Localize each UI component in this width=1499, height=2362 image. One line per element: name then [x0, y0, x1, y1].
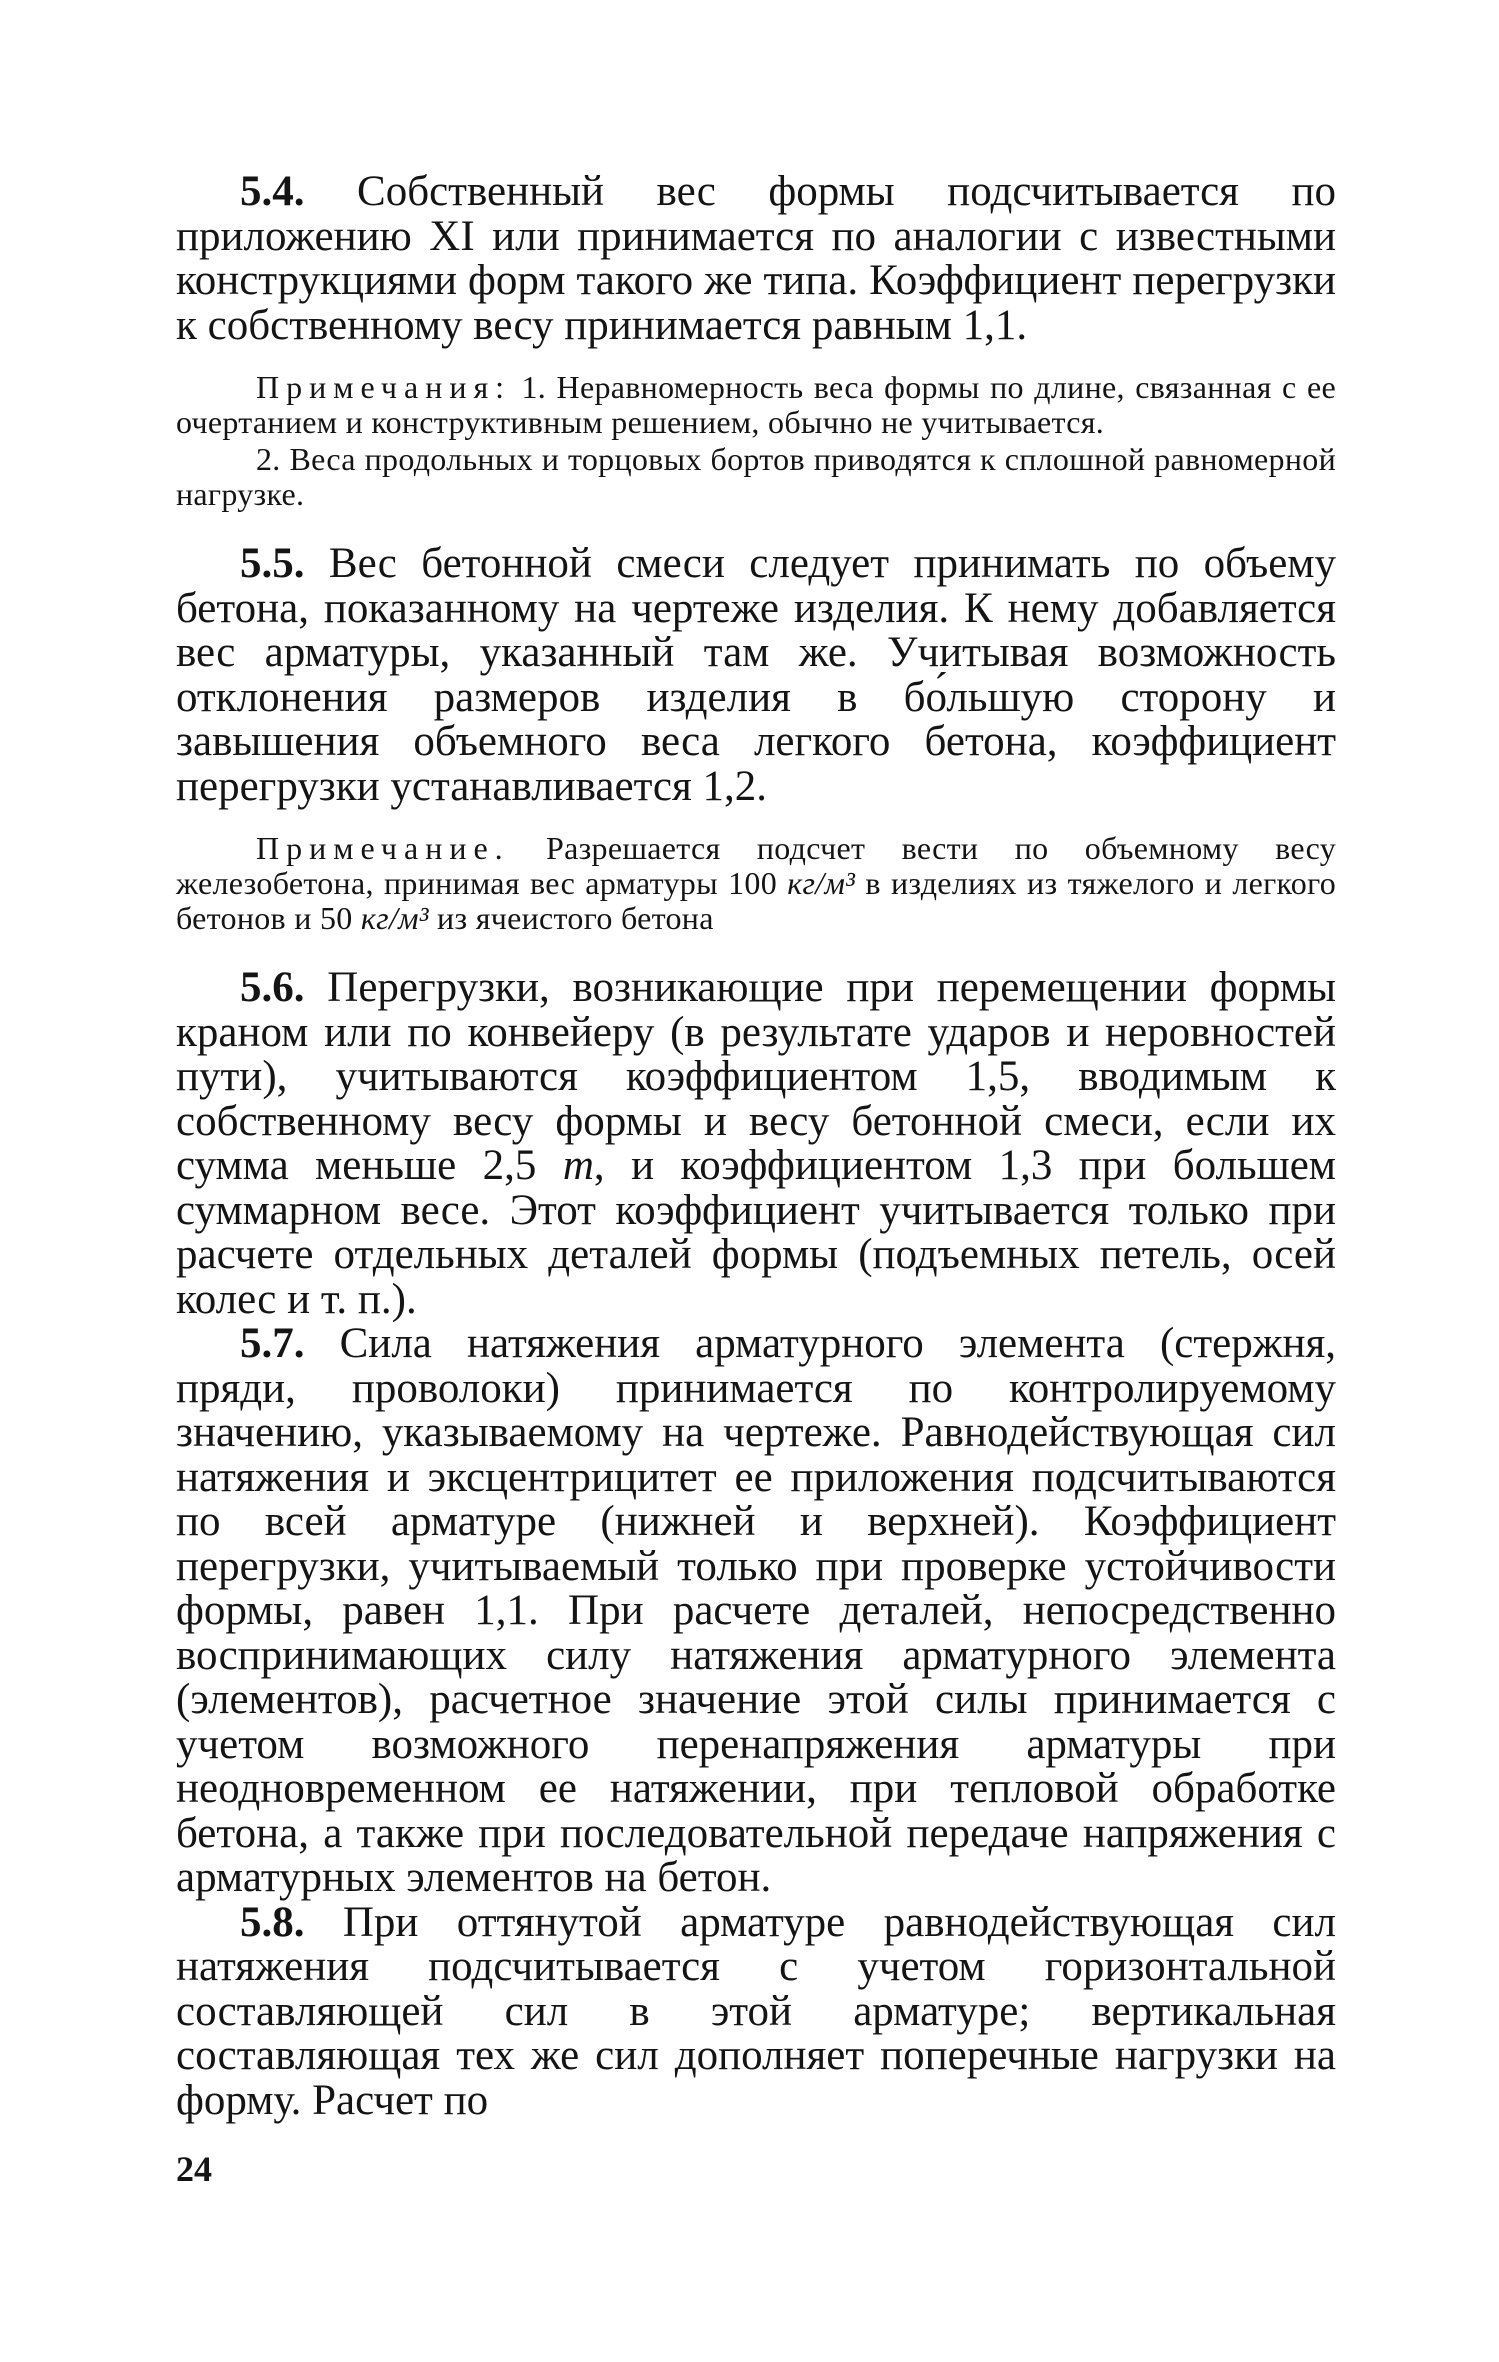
- section-text: , и коэффициентом 1,3 при большем суммарном весе. Этот коэффициент учитывается только при расчете отдельных деталей формы (подъемных петель, осей колес и т. п.).: [176, 1142, 1337, 1323]
- note-lead: Примечание.: [256, 830, 510, 866]
- section-text: Вес бетонной смеси следует принимать по объему бетона, показанному на чертеже изделия. К нему добавляется вес арматуры, указанный там же. Учитывая возможность отклонения размеров изделия в бо́льшую сторону и завышения объемного веса легкого бетона, коэффициент перегрузки устанавливается 1,2.: [176, 540, 1336, 810]
- note-text: в изделиях из тяжелого и легкого бетонов и 50: [176, 865, 1337, 936]
- section-text: Сила натяжения арматурного элемента (стержня, пряди, проволоки) принимается по контролируемому значению, указываемому на чертеже. Равнодействующая сил натяжения и эксцентрицитет ее приложения подсчитываются по всей арматуре (нижней и верхней). Коэффициент перегрузки, учитываемый только при проверке устойчивости формы, равен 1,1. При расчете деталей, непосредственно воспринимающих силу натяжения арматурного элемента (элементов), расчетное значение этой силы принимается с учетом возможного перенапряжения арматуры при неодновременном ее натяжении, при тепловой обработке бетона, а также при последовательной передаче напряжения с арматурных элементов на бетон.: [176, 1320, 1336, 1901]
- section-5-8: [176, 1898, 1336, 2124]
- section-text: Перегрузки, возникающие при перемещении формы краном или по конвейеру (в результате ударов и неровностей пути), учитываются коэффициентом 1,5, вводимым к собственному весу формы и весу бетонной смеси, если их сумма меньше 2,5: [176, 964, 1336, 1189]
- unit: т: [562, 1142, 594, 1189]
- unit: кг/м³: [360, 900, 429, 936]
- section-number: 5.7.: [240, 1320, 305, 1367]
- note-text: Разрешается подсчет вести по объемному весу железобетона, принимая вес арматуры 100: [176, 830, 1336, 901]
- section-5-6: [176, 966, 1336, 1322]
- note-text: 2. Веса продольных и торцовых бортов приводятся к сплошной равномерной нагрузке.: [176, 441, 1336, 512]
- section-text: Собственный вес формы подсчитывается по приложению XI или принимается по аналогии с известными конструкциями форм такого же типа. Коэффициент перегрузки к собственному весу принимается равным 1,1.: [176, 168, 1336, 349]
- section-number: 5.5.: [240, 540, 305, 587]
- section-5-7: [176, 1322, 1336, 1901]
- note-text: 1. Неравномерность веса формы по длине, связанная с ее очертанием и конструктивным решением, обычно не учитывается.: [176, 369, 1336, 440]
- page-number: 24: [176, 2149, 212, 2189]
- notes-5-4-first: [176, 370, 1336, 440]
- unit: кг/м³: [787, 865, 856, 901]
- section-5-5: [176, 542, 1336, 809]
- note-lead: Примечания:: [256, 369, 512, 405]
- section-number: 5.4.: [240, 168, 305, 215]
- section-5-4: [176, 170, 1336, 348]
- page-body: [176, 170, 1336, 2123]
- note-text: из ячеистого бетона: [428, 900, 714, 936]
- notes-5-4-second: [176, 442, 1336, 512]
- section-text: При оттянутой арматуре равнодействующая сил натяжения подсчитывается с учетом горизонтальной составляющей сил в этой арматуре; вертикальная составляющая тех же сил дополняет поперечные нагрузки на форму. Расчет по: [176, 1898, 1336, 2124]
- section-number: 5.6.: [240, 964, 305, 1011]
- section-number: 5.8.: [240, 1898, 305, 1946]
- note-5-5: [176, 831, 1336, 936]
